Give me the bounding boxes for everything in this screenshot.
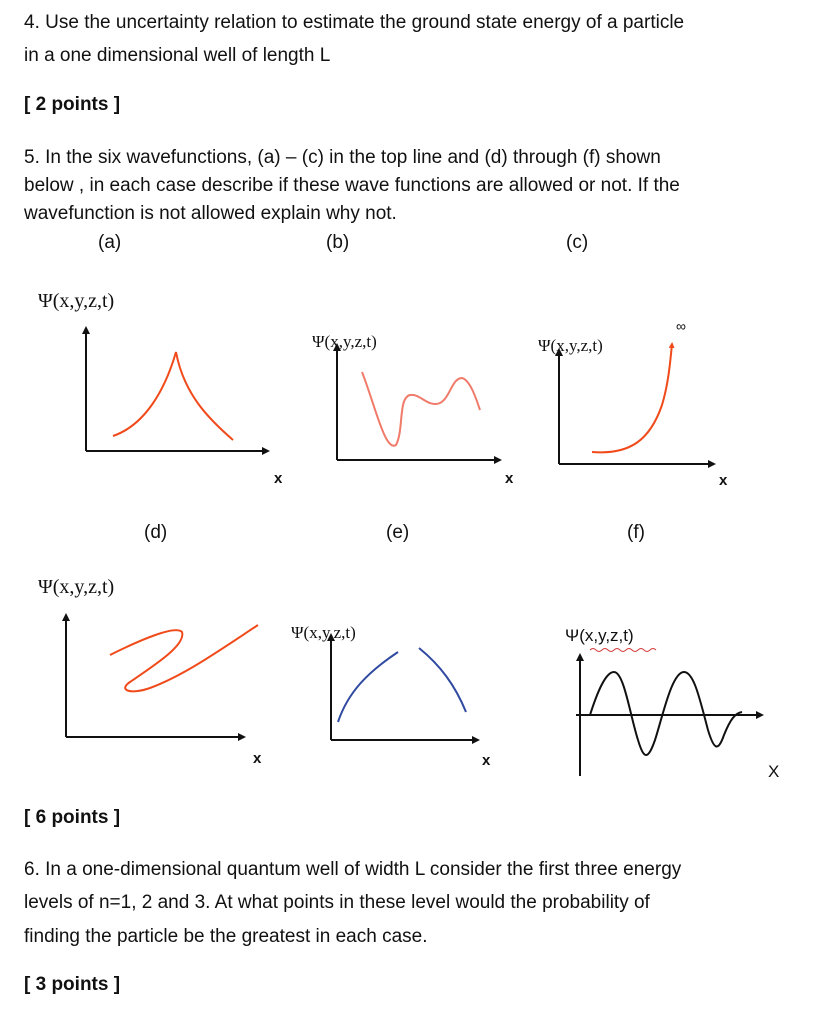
panel-c-label: (c) xyxy=(566,232,589,253)
q5-points: [ 6 points ] xyxy=(24,807,121,828)
panel-f-curve xyxy=(590,672,742,755)
panel-a-x-label: x xyxy=(274,470,283,487)
panel-b-label: (b) xyxy=(326,232,350,253)
panel-e-psi-label: Ψ(x,y,z,t) xyxy=(291,623,356,642)
q6-line1: 6. In a one-dimensional quantum well of width L consider the first three energy xyxy=(24,859,682,880)
panel-d-psi-label: Ψ(x,y,z,t) xyxy=(38,576,115,598)
panel-e-label: (e) xyxy=(386,522,410,543)
q6-line2: levels of n=1, 2 and 3. At what points in these level would the probability of xyxy=(24,892,650,913)
panel-e-curve-left xyxy=(338,652,398,722)
panel-c-x-label: x xyxy=(719,472,728,489)
q6-points: [ 3 points ] xyxy=(24,974,121,995)
panel-e-x-label: x xyxy=(482,752,491,769)
panel-f-label: (f) xyxy=(627,522,645,543)
q4-points: [ 2 points ] xyxy=(24,94,121,115)
panel-c-infinity-annotation: ∞ xyxy=(676,318,686,334)
q4-line1: 4. Use the uncertainty relation to estimate the ground state energy of a particle xyxy=(24,12,685,33)
q4-line2: in a one dimensional well of length L xyxy=(24,45,331,66)
q5-line2: below , in each case describe if these wave functions are allowed or not. If the xyxy=(24,175,680,196)
q5-line3: wavefunction is not allowed explain why not. xyxy=(24,203,397,224)
panel-b-psi-label: Ψ(x,y,z,t) xyxy=(312,332,377,351)
panel-f-x-label: X xyxy=(768,762,780,781)
panel-f-psi-label: Ψ(x,y,z,t) xyxy=(565,626,634,645)
q5-line1: 5. In the six wavefunctions, (a) – (c) in the top line and (d) through (f) shown xyxy=(24,147,661,168)
panel-c-psi-label: Ψ(x,y,z,t) xyxy=(538,336,603,355)
panel-a-label: (a) xyxy=(98,232,122,253)
panel-e-curve-right xyxy=(419,648,466,712)
panel-d-x-label: x xyxy=(253,750,262,767)
panel-d-axes xyxy=(66,615,244,737)
panel-a-curve xyxy=(113,352,233,440)
panel-d-curve xyxy=(110,625,258,691)
panel-b-axes xyxy=(337,345,500,460)
panel-e-axes xyxy=(331,635,478,740)
panel-a-psi-label: Ψ(x,y,z,t) xyxy=(38,290,115,312)
panel-d-label: (d) xyxy=(144,522,168,543)
panel-c-curve xyxy=(592,344,672,452)
panel-c-axes xyxy=(559,350,714,464)
q6-line3: finding the particle be the greatest in each case. xyxy=(24,926,428,947)
panel-a-axes xyxy=(86,328,268,451)
panel-f-label-squiggle xyxy=(590,649,656,652)
panel-b-x-label: x xyxy=(505,470,514,487)
panel-b-curve xyxy=(362,372,480,446)
